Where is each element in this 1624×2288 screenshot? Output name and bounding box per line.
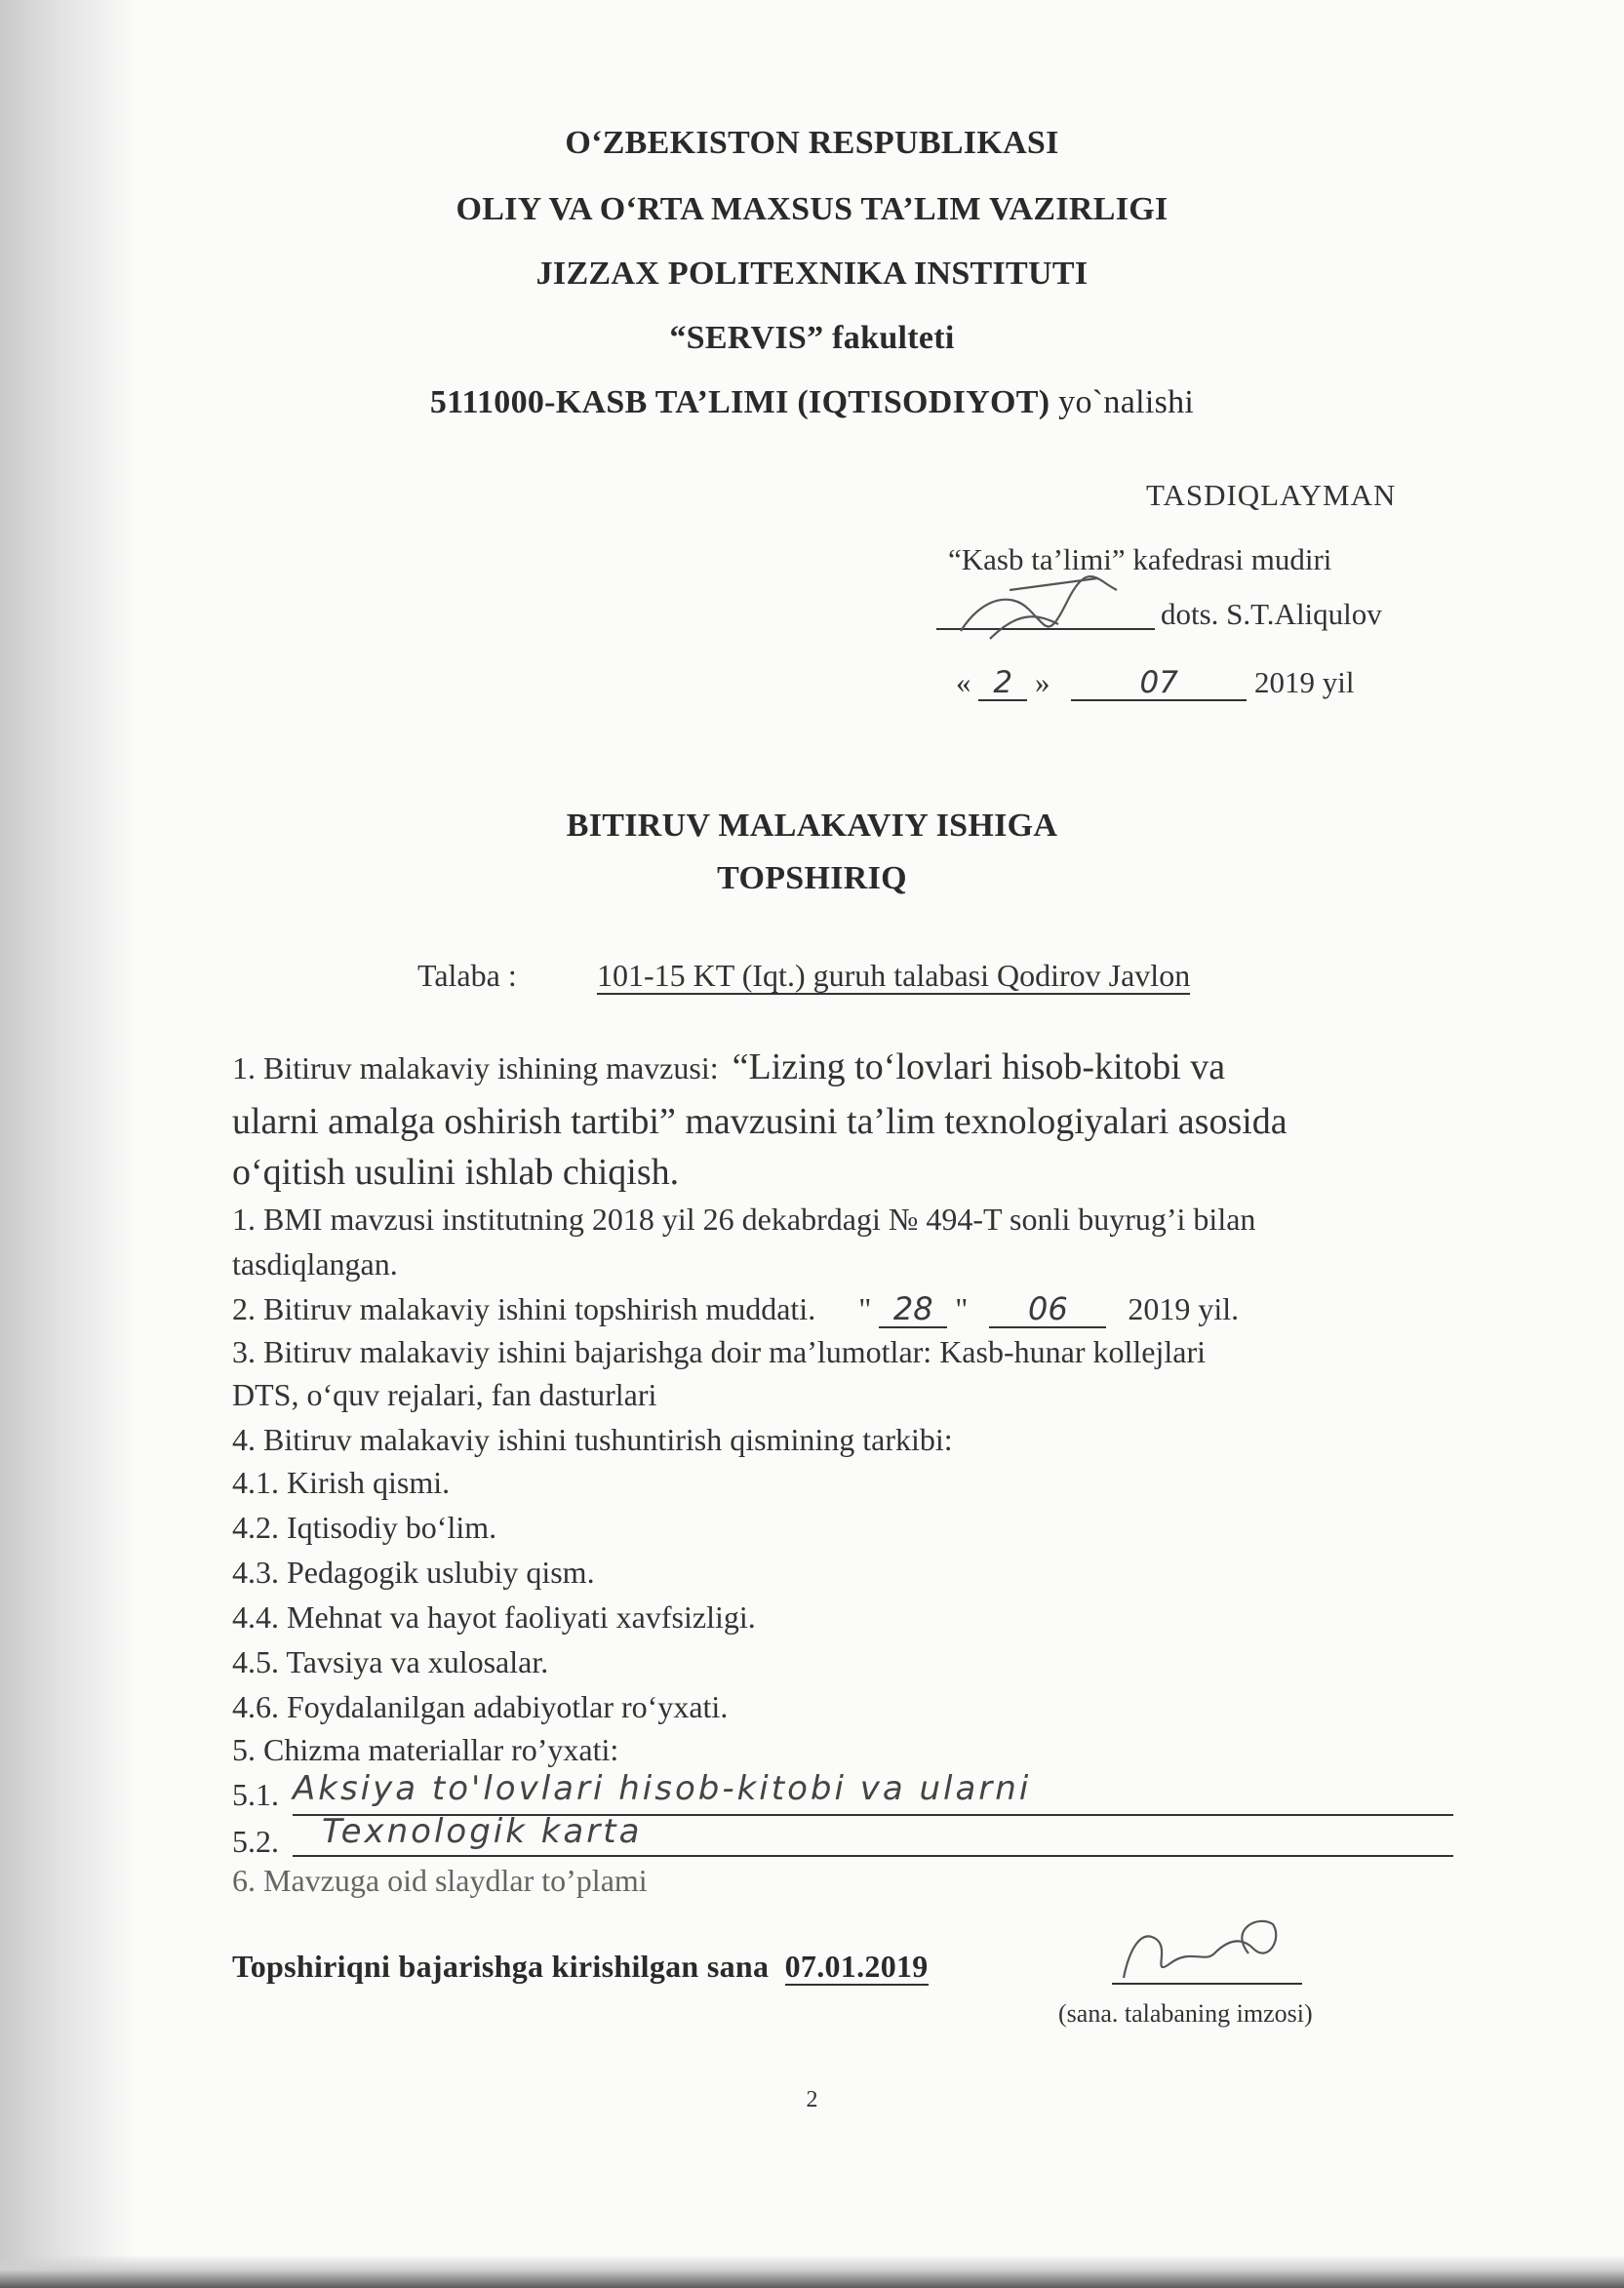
- header-ministry: OLIY VA O‘RTA MAXSUS TA’LIM VAZIRLIGI: [456, 191, 1168, 227]
- drawings-title: 5. Chizma materiallar ro’yxati:: [232, 1732, 619, 1767]
- topic-line-1: [232, 1045, 1225, 1088]
- student-value: [597, 958, 1190, 995]
- date-open-quote: «: [956, 665, 971, 699]
- student-label: Talaba :: [417, 958, 517, 993]
- approval-date: [956, 665, 1354, 701]
- topic-text-1: “Lizing to‘lovlari hisob-kitobi va: [732, 1046, 1226, 1087]
- topic-line-3: o‘qitish usulini ishlab chiqish.: [232, 1152, 680, 1193]
- start-line: [232, 1949, 929, 1986]
- approval-day: 2: [978, 667, 1027, 701]
- header-faculty: “SERVIS” fakulteti: [669, 320, 955, 356]
- specialty-suffix: yo`nalishi: [1058, 384, 1195, 420]
- deadline-prefix: 2. Bitiruv malakaviy ishini topshirish muddati.: [232, 1291, 816, 1326]
- student-name: 101-15 KT (Iqt.) guruh talabasi Qodirov Javlon: [597, 958, 1191, 993]
- deadline-line: [232, 1291, 1239, 1328]
- drawing-1-label: 5.1.: [232, 1777, 279, 1812]
- deadline-year: 2019 yil.: [1128, 1291, 1240, 1326]
- doc-subtitle: TOPSHIRIQ: [717, 860, 907, 896]
- signature-caption: (sana. talabaning imzosi): [1058, 1999, 1313, 2028]
- deadline-quote-close: ": [955, 1291, 969, 1326]
- approval-person: dots. S.T.Aliqulov: [1161, 597, 1382, 631]
- drawing-2-value: Texnologik karta: [322, 1812, 643, 1851]
- start-date: 07.01.2019: [784, 1949, 929, 1984]
- drawing-2-label: 5.2.: [232, 1824, 279, 1859]
- order-line-2: tasdiqlangan.: [232, 1246, 398, 1282]
- order-line-1: 1. BMI mavzusi institutning 2018 yil 26 dekabrdagi № 494-T sonli buyrug’i bilan: [232, 1202, 1256, 1237]
- approval-year: 2019 yil: [1254, 665, 1355, 699]
- data-line-2: DTS, o‘quv rejalari, fan dasturlari: [232, 1377, 657, 1412]
- scan-shadow-bottom: [0, 2255, 1624, 2288]
- deadline-day: 28: [879, 1293, 947, 1328]
- topic-prefix: 1. Bitiruv malakaviy ishining mavzusi:: [232, 1050, 719, 1085]
- date-close-quote: »: [1035, 665, 1050, 699]
- slides-line: 6. Mavzuga oid slaydlar to’plami: [232, 1863, 648, 1898]
- contents-item: 4.5. Tavsiya va xulosalar.: [232, 1644, 549, 1679]
- header-institute: JIZZAX POLITEXNIKA INSTITUTI: [535, 256, 1089, 292]
- start-label: Topshiriqni bajarishga kirishilgan sana: [232, 1949, 770, 1984]
- topic-line-2: ularni amalga oshirish tartibi” mavzusini ta’lim texnologiyalari asosida: [232, 1101, 1287, 1142]
- deadline-quote-open: ": [858, 1291, 872, 1326]
- student-signature: [1112, 1910, 1307, 1988]
- approval-month: 07: [1071, 667, 1247, 701]
- page-number: 2: [806, 2087, 818, 2112]
- header-specialty: [0, 384, 1624, 421]
- contents-item: 4.4. Mehnat va hayot faoliyati xavfsizligi.: [232, 1599, 756, 1635]
- approval-department: “Kasb ta’limi” kafedrasi mudiri: [948, 542, 1332, 576]
- drawing-1-value: Aksiya to'lovlari hisob-kitobi va ularni: [293, 1769, 1032, 1808]
- contents-item: 4.1. Kirish qismi.: [232, 1465, 451, 1500]
- contents-item: 4.2. Iqtisodiy bo‘lim.: [232, 1510, 497, 1545]
- contents-item: 4.6. Foydalanilgan adabiyotlar ro‘yxati.: [232, 1689, 729, 1724]
- doc-title: BITIRUV MALAKAVIY ISHIGA: [566, 808, 1058, 844]
- data-line-1: 3. Bitiruv malakaviy ishini bajarishga doir ma’lumotlar: Kasb-hunar kollejlari: [232, 1334, 1206, 1369]
- head-signature: [951, 571, 1156, 649]
- approval-title: TASDIQLAYMAN: [1146, 478, 1397, 512]
- header-country: O‘ZBEKISTON RESPUBLIKASI: [565, 125, 1059, 161]
- deadline-month: 06: [989, 1293, 1106, 1328]
- specialty-code: 5111000-KASB TA’LIMI (IQTISODIYOT): [429, 384, 1050, 420]
- drawing-2-line: [293, 1855, 1453, 1857]
- contents-title: 4. Bitiruv malakaviy ishini tushuntirish qismining tarkibi:: [232, 1422, 953, 1457]
- contents-item: 4.3. Pedagogik uslubiy qism.: [232, 1555, 595, 1590]
